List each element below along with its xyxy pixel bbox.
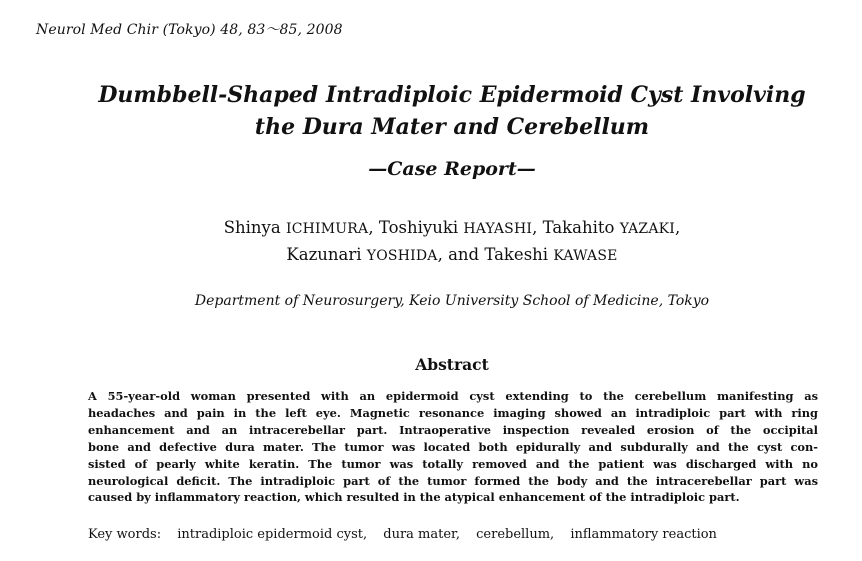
author-first-name: Shinya xyxy=(223,218,281,237)
keyword-item: inflammatory reaction xyxy=(570,527,717,542)
keyword-item: intradiploic epidermoid cyst, xyxy=(177,527,368,542)
abstract-line: bone and defective dura mater. The tumor was located both epidurally and subdurally and the cyst con- xyxy=(88,439,818,454)
journal-reference: Neurol Med Chir (Tokyo) 48, 83～85, 2008 xyxy=(36,22,343,38)
keywords xyxy=(88,527,717,542)
author-line-1 xyxy=(0,215,862,242)
author-last-name: ICHIMURA xyxy=(285,221,369,237)
author-first-name: Toshiyuki xyxy=(378,218,459,237)
article-title-line-2: the Dura Mater and Cerebellum xyxy=(254,114,650,140)
keyword-item: cerebellum, xyxy=(476,527,555,542)
author-separator: , and xyxy=(437,245,480,264)
abstract-line: neurological deficit. The intradiploic part of the tumor formed the body and the intracerebellar part was xyxy=(88,473,818,488)
abstract-line: caused by inflammatory reaction, which resulted in the atypical enhancement of the intradiploic part. xyxy=(88,490,740,505)
author-list xyxy=(0,215,862,269)
author-last-name: YAZAKI xyxy=(619,221,676,237)
affiliation: Department of Neurosurgery, Keio University School of Medicine, Tokyo xyxy=(194,293,710,309)
author-first-name: Takeshi xyxy=(484,245,549,264)
author-separator: , xyxy=(368,218,374,237)
article-title-line-1: Dumbbell-Shaped Intradiploic Epidermoid Cyst Involving xyxy=(98,82,806,108)
abstract-line: A 55-year-old woman presented with an epidermoid cyst extending to the cerebellum manifesting as xyxy=(88,389,818,403)
keywords-label: Key words: xyxy=(88,527,162,542)
abstract-line: headaches and pain in the left eye. Magnetic resonance imaging showed an intradiploic part with ring xyxy=(88,405,818,420)
article-title xyxy=(0,79,862,143)
author-first-name: Takahito xyxy=(542,218,615,237)
abstract-body xyxy=(88,388,818,506)
abstract-line: enhancement and an intracerebellar part. Intraoperative inspection revealed erosion of the occipital xyxy=(88,422,818,437)
abstract-line: sisted of pearly white keratin. The tumor was totally removed and the patient was discharged with no xyxy=(88,456,818,471)
abstract-heading: Abstract xyxy=(415,355,489,374)
author-first-name: Kazunari xyxy=(286,245,362,264)
article-type-subtitle: —Case Report— xyxy=(368,158,536,180)
author-separator: , xyxy=(532,218,538,237)
keyword-item: dura mater, xyxy=(383,527,460,542)
author-last-name: HAYASHI xyxy=(463,221,533,237)
author-line-2 xyxy=(0,242,862,269)
author-last-name: KAWASE xyxy=(553,248,618,264)
author-last-name: YOSHIDA xyxy=(366,248,438,264)
author-separator: , xyxy=(675,218,681,237)
